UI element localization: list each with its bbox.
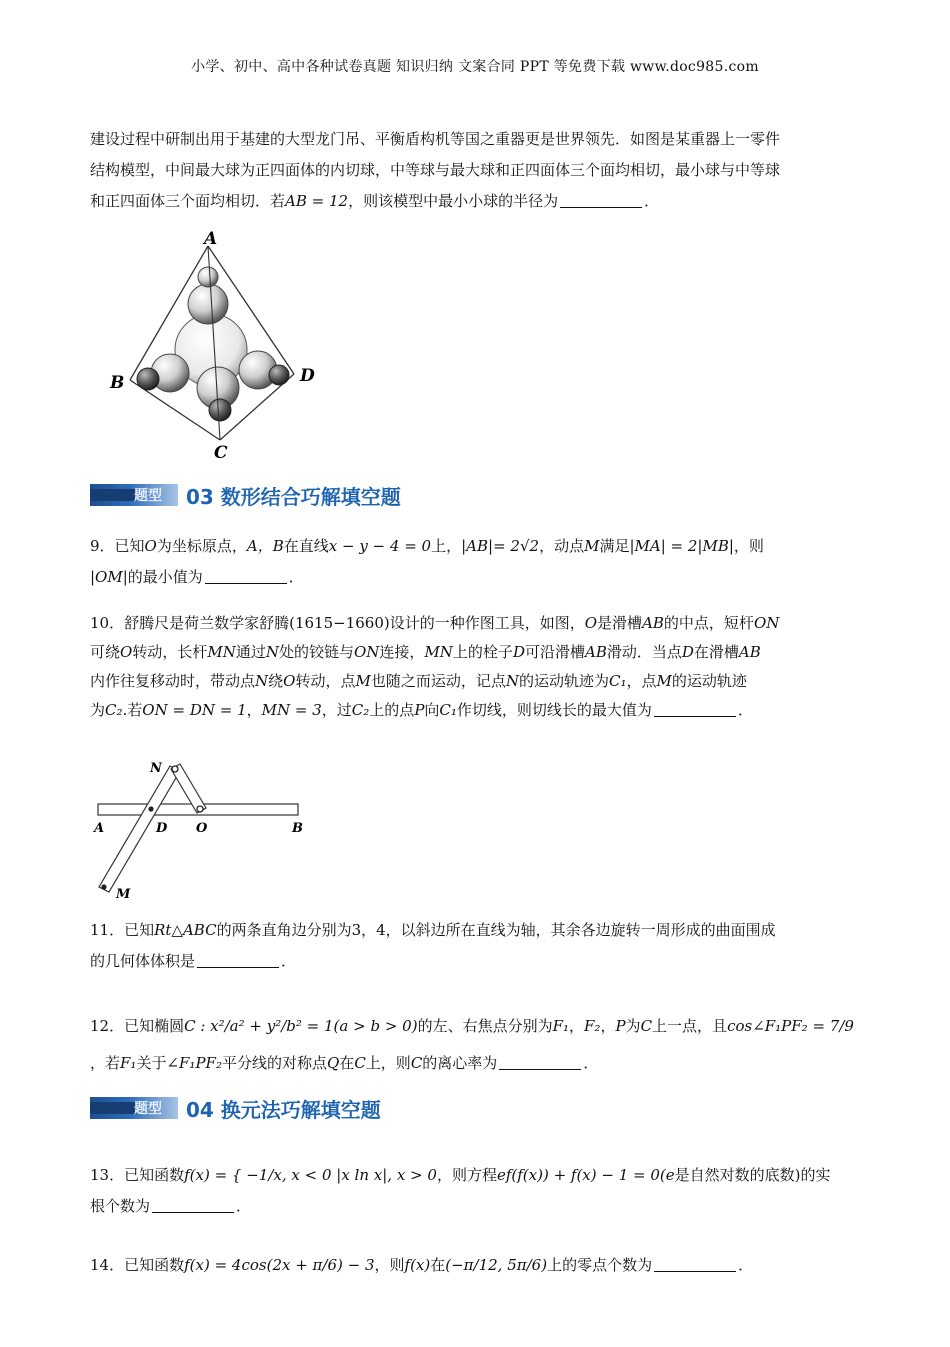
q12-math: F₂ <box>584 1017 601 1035</box>
point-m <box>101 884 106 889</box>
q10-math: AB <box>642 614 664 632</box>
q10-line-3 <box>90 667 862 696</box>
section-tag <box>90 1097 178 1119</box>
vertex-label-a: A <box>204 229 218 249</box>
q10-text: 设计的一种作图工具，如图， <box>389 614 585 632</box>
q12-math: C : x²/a² + y²/b² = 1(a > b > 0) <box>184 1017 418 1035</box>
answer-blank[interactable] <box>654 1255 736 1272</box>
q10-math: MN <box>207 643 236 661</box>
q12-math: cos∠F₁PF₂ = 7/9 <box>727 1017 854 1035</box>
q10-text: ，点 <box>626 672 657 690</box>
q10-text: 可沿滑槽 <box>524 643 585 661</box>
intro-line-3 <box>90 186 862 217</box>
q10-text: 在滑槽 <box>693 643 739 661</box>
section-tag-label: 题型 <box>134 488 162 504</box>
q13-text: ，则方程 <box>436 1166 497 1184</box>
q9-line-2 <box>90 562 862 593</box>
intro-text: 和正四面体三个面均相切．若 <box>90 192 286 210</box>
question-9 <box>90 531 862 593</box>
answer-blank[interactable] <box>499 1053 581 1070</box>
q10-text: 10．舒腾尺是荷兰数学家舒腾 <box>90 614 290 632</box>
section-tag-label: 题型 <box>134 1101 162 1117</box>
label-m: M <box>116 887 131 902</box>
q10-math: MN <box>424 643 453 661</box>
q13-text: 根个数为 <box>90 1197 151 1215</box>
q14-text: 上的零点个数为 <box>547 1256 653 1274</box>
q10-math: O <box>283 672 296 690</box>
answer-blank[interactable] <box>205 567 287 584</box>
q10-math: AB <box>738 643 761 661</box>
answer-blank[interactable] <box>197 951 279 968</box>
q9-math: |MA| = 2|MB| <box>629 537 734 555</box>
q12-math: ∠F₁PF₂ <box>166 1054 222 1072</box>
label-b: B <box>292 821 303 836</box>
q10-text: 的中点，短杆 <box>663 614 754 632</box>
q9-text: 满足 <box>599 537 630 555</box>
q14-text: ． <box>738 1256 754 1274</box>
q12-text: 12．已知椭圆 <box>90 1017 185 1035</box>
q10-math: D <box>681 643 694 661</box>
q13-line-2 <box>90 1191 862 1222</box>
q10-math: M <box>656 672 672 690</box>
q12-math: C <box>640 1017 653 1035</box>
q12-math: P <box>615 1017 626 1035</box>
q10-text: 作切线，则切线长的最大值为 <box>456 701 652 719</box>
q12-text: 上，则 <box>365 1054 411 1072</box>
q10-text: 转动，点 <box>295 672 356 690</box>
vertex-label-d: D <box>300 366 315 386</box>
q9-math: A，B <box>246 537 284 555</box>
q10-text: 转动，长杆 <box>132 643 208 661</box>
q14-text: ，则 <box>374 1256 405 1274</box>
question-14 <box>90 1250 862 1281</box>
math-ab: AB = 12 <box>285 192 349 210</box>
vertex-label-b: B <box>110 373 125 393</box>
section-header-03 <box>90 479 401 511</box>
q10-math: N <box>505 672 519 690</box>
q10-math: N <box>265 643 279 661</box>
q11-math: Rt△ABC <box>154 921 217 939</box>
q9-text: 上， <box>431 537 462 555</box>
q12-math: C <box>354 1054 366 1072</box>
q10-text: 为 <box>90 701 106 719</box>
q10-math: C₂ <box>351 701 370 719</box>
q10-math: C₁ <box>609 672 627 690</box>
q9-text: ，动点 <box>539 537 585 555</box>
q10-math: C₁ <box>439 701 457 719</box>
vertex-label-c: C <box>214 443 228 460</box>
q10-math: D <box>512 643 525 661</box>
q12-text: 的离心率为 <box>422 1054 498 1072</box>
q10-text: 也随之而运动，记点 <box>370 672 506 690</box>
question-13 <box>90 1160 862 1222</box>
q10-text: 滑动．当点 <box>606 643 682 661</box>
q10-text: 绕 <box>268 672 284 690</box>
q10-text: 可绕 <box>90 643 121 661</box>
q10-text: 是滑槽 <box>597 614 643 632</box>
q10-line-2 <box>90 638 862 667</box>
schooten-ruler-figure <box>90 756 310 902</box>
q9-line-1 <box>90 531 862 562</box>
q12-text: 关于 <box>136 1054 167 1072</box>
answer-blank[interactable] <box>654 700 736 717</box>
q14-math: f(x) = 4cos(2x + π/6) − 3 <box>184 1256 375 1274</box>
small-sphere-top <box>198 267 218 287</box>
q9-math: O <box>144 537 157 555</box>
q10-text: 上的栓子 <box>452 643 513 661</box>
q10-math: ON <box>753 614 780 632</box>
q12-text: 为 <box>625 1017 641 1035</box>
q12-text: 上一点，且 <box>652 1017 728 1035</box>
q11-text: 的几何体体积是 <box>90 952 196 970</box>
q13-math: ) <box>794 1166 801 1184</box>
intro-text: ． <box>644 192 660 210</box>
q13-text: 13．已知函数 <box>90 1166 185 1184</box>
answer-blank[interactable] <box>152 1196 234 1213</box>
section-title: 04 换元法巧解填空题 <box>186 1097 381 1122</box>
q9-text: 为坐标原点， <box>156 537 247 555</box>
q9-math: x − y − 4 = 0 <box>328 537 432 555</box>
intro-text: ，则该模型中最小小球的半径为 <box>348 192 559 210</box>
peg-d <box>148 806 153 811</box>
q14-text: 在 <box>430 1256 446 1274</box>
intro-paragraph <box>90 124 862 217</box>
q9-math: |AB|= 2√2 <box>461 537 540 555</box>
question-12 <box>90 1011 862 1079</box>
q10-math: AB <box>584 643 607 661</box>
small-sphere-right <box>269 365 289 385</box>
page-header: 小学、初中、高中各种试卷真题 知识归纳 文案合同 PPT 等免费下载 www.doc985.com <box>191 59 759 75</box>
q12-text: ． <box>583 1054 599 1072</box>
q9-text: ． <box>288 568 304 586</box>
q9-text: ，则 <box>733 537 764 555</box>
q10-math: P <box>414 701 425 719</box>
q10-text: ． <box>737 701 753 719</box>
q12-text: ， <box>569 1017 585 1035</box>
q10-text: 连接， <box>379 643 425 661</box>
q14-math: (−π/12, 5π/6) <box>445 1256 548 1274</box>
q12-line-1 <box>90 1011 862 1042</box>
q10-text: 通过 <box>235 643 266 661</box>
q12-line-2 <box>90 1048 862 1079</box>
q14-math: f(x) <box>404 1256 431 1274</box>
q12-math: F₁ <box>552 1017 569 1035</box>
q13-math: f(x) = { −1/x, x < 0 |x ln x|, x > 0 <box>184 1166 437 1184</box>
q11-line-2 <box>90 946 862 977</box>
q11-text: 的两条直角边分别为3，4，以斜边所在直线为轴，其余各边旋转一周形成的曲面围成 <box>216 921 776 939</box>
q11-text: 11．已知 <box>90 921 155 939</box>
section-title: 03 数形结合巧解填空题 <box>186 484 401 509</box>
q10-text: ，过 <box>321 701 352 719</box>
q11-text: ． <box>281 952 297 970</box>
q13-math: ef(f(x)) + f(x) − 1 = 0(e <box>496 1166 675 1184</box>
q13-text: 的实 <box>800 1166 831 1184</box>
rod-mn <box>99 766 180 892</box>
q10-math: ON <box>353 643 380 661</box>
q10-math: MN = 3 <box>261 701 322 719</box>
question-10 <box>90 609 862 725</box>
q10-math: M <box>355 672 371 690</box>
q12-text: 平分线的对称点 <box>221 1054 327 1072</box>
q9-text: 9．已知 <box>90 537 145 555</box>
q12-math: Q <box>326 1054 340 1072</box>
q12-text: 在 <box>339 1054 355 1072</box>
q12-text: ，若 <box>90 1054 121 1072</box>
q13-line-1 <box>90 1160 862 1191</box>
question-11 <box>90 915 862 977</box>
section-tag <box>90 484 178 506</box>
q14-line-1 <box>90 1250 862 1281</box>
q14-text: 14．已知函数 <box>90 1256 185 1274</box>
q10-math: O <box>584 614 598 632</box>
q13-text: ． <box>236 1197 252 1215</box>
q10-text: 上的点 <box>369 701 415 719</box>
pivot-o <box>197 806 203 812</box>
q12-text: ， <box>600 1017 616 1035</box>
q10-text: .若 <box>122 701 143 719</box>
q10-text: 向 <box>424 701 440 719</box>
q10-text: ， <box>246 701 262 719</box>
q12-math: C <box>410 1054 423 1072</box>
q12-text: 的左、右焦点分别为 <box>417 1017 553 1035</box>
q10-text: 处的铰链与 <box>278 643 354 661</box>
label-o: O <box>196 821 208 836</box>
q10-math: N <box>255 672 269 690</box>
small-sphere-left <box>137 368 159 390</box>
q10-line-1 <box>90 609 862 638</box>
intro-line-2: 结构模型，中间最大球为正四面体的内切球，中等球与最大球和正四面体三个面均相切，最小球与中等球 <box>90 161 781 179</box>
q12-math: F₁ <box>120 1054 137 1072</box>
q13-text: 是自然对数的底数 <box>674 1166 795 1184</box>
q10-text: 的运动轨迹 <box>671 672 747 690</box>
q10-math: ON = DN = 1 <box>142 701 247 719</box>
section-header-04 <box>90 1092 381 1124</box>
q10-math: C₂ <box>105 701 123 719</box>
intro-line-1: 建设过程中研制出用于基建的大型龙门吊、平衡盾构机等国之重器更是世界领先．如图是某重器上一零件 <box>90 130 781 148</box>
label-n: N <box>150 761 162 776</box>
q10-line-4 <box>90 696 862 725</box>
q11-line-1 <box>90 915 862 946</box>
label-d: D <box>156 821 168 836</box>
small-sphere-bottom <box>209 399 231 421</box>
q9-math: M <box>584 537 600 555</box>
q9-text: 在直线 <box>283 537 329 555</box>
q10-text: 内作往复移动时，带动点 <box>90 672 256 690</box>
q10-text: 的运动轨迹为 <box>518 672 609 690</box>
answer-blank[interactable] <box>560 191 642 208</box>
q9-math: |OM| <box>90 568 128 586</box>
tetrahedron-figure <box>108 228 328 460</box>
q10-math: (1615−1660) <box>289 614 390 632</box>
label-a: A <box>94 821 105 836</box>
joint-n <box>172 766 178 772</box>
q9-text: 的最小值为 <box>127 568 203 586</box>
medium-sphere-top <box>188 284 228 324</box>
q10-math: O <box>120 643 133 661</box>
